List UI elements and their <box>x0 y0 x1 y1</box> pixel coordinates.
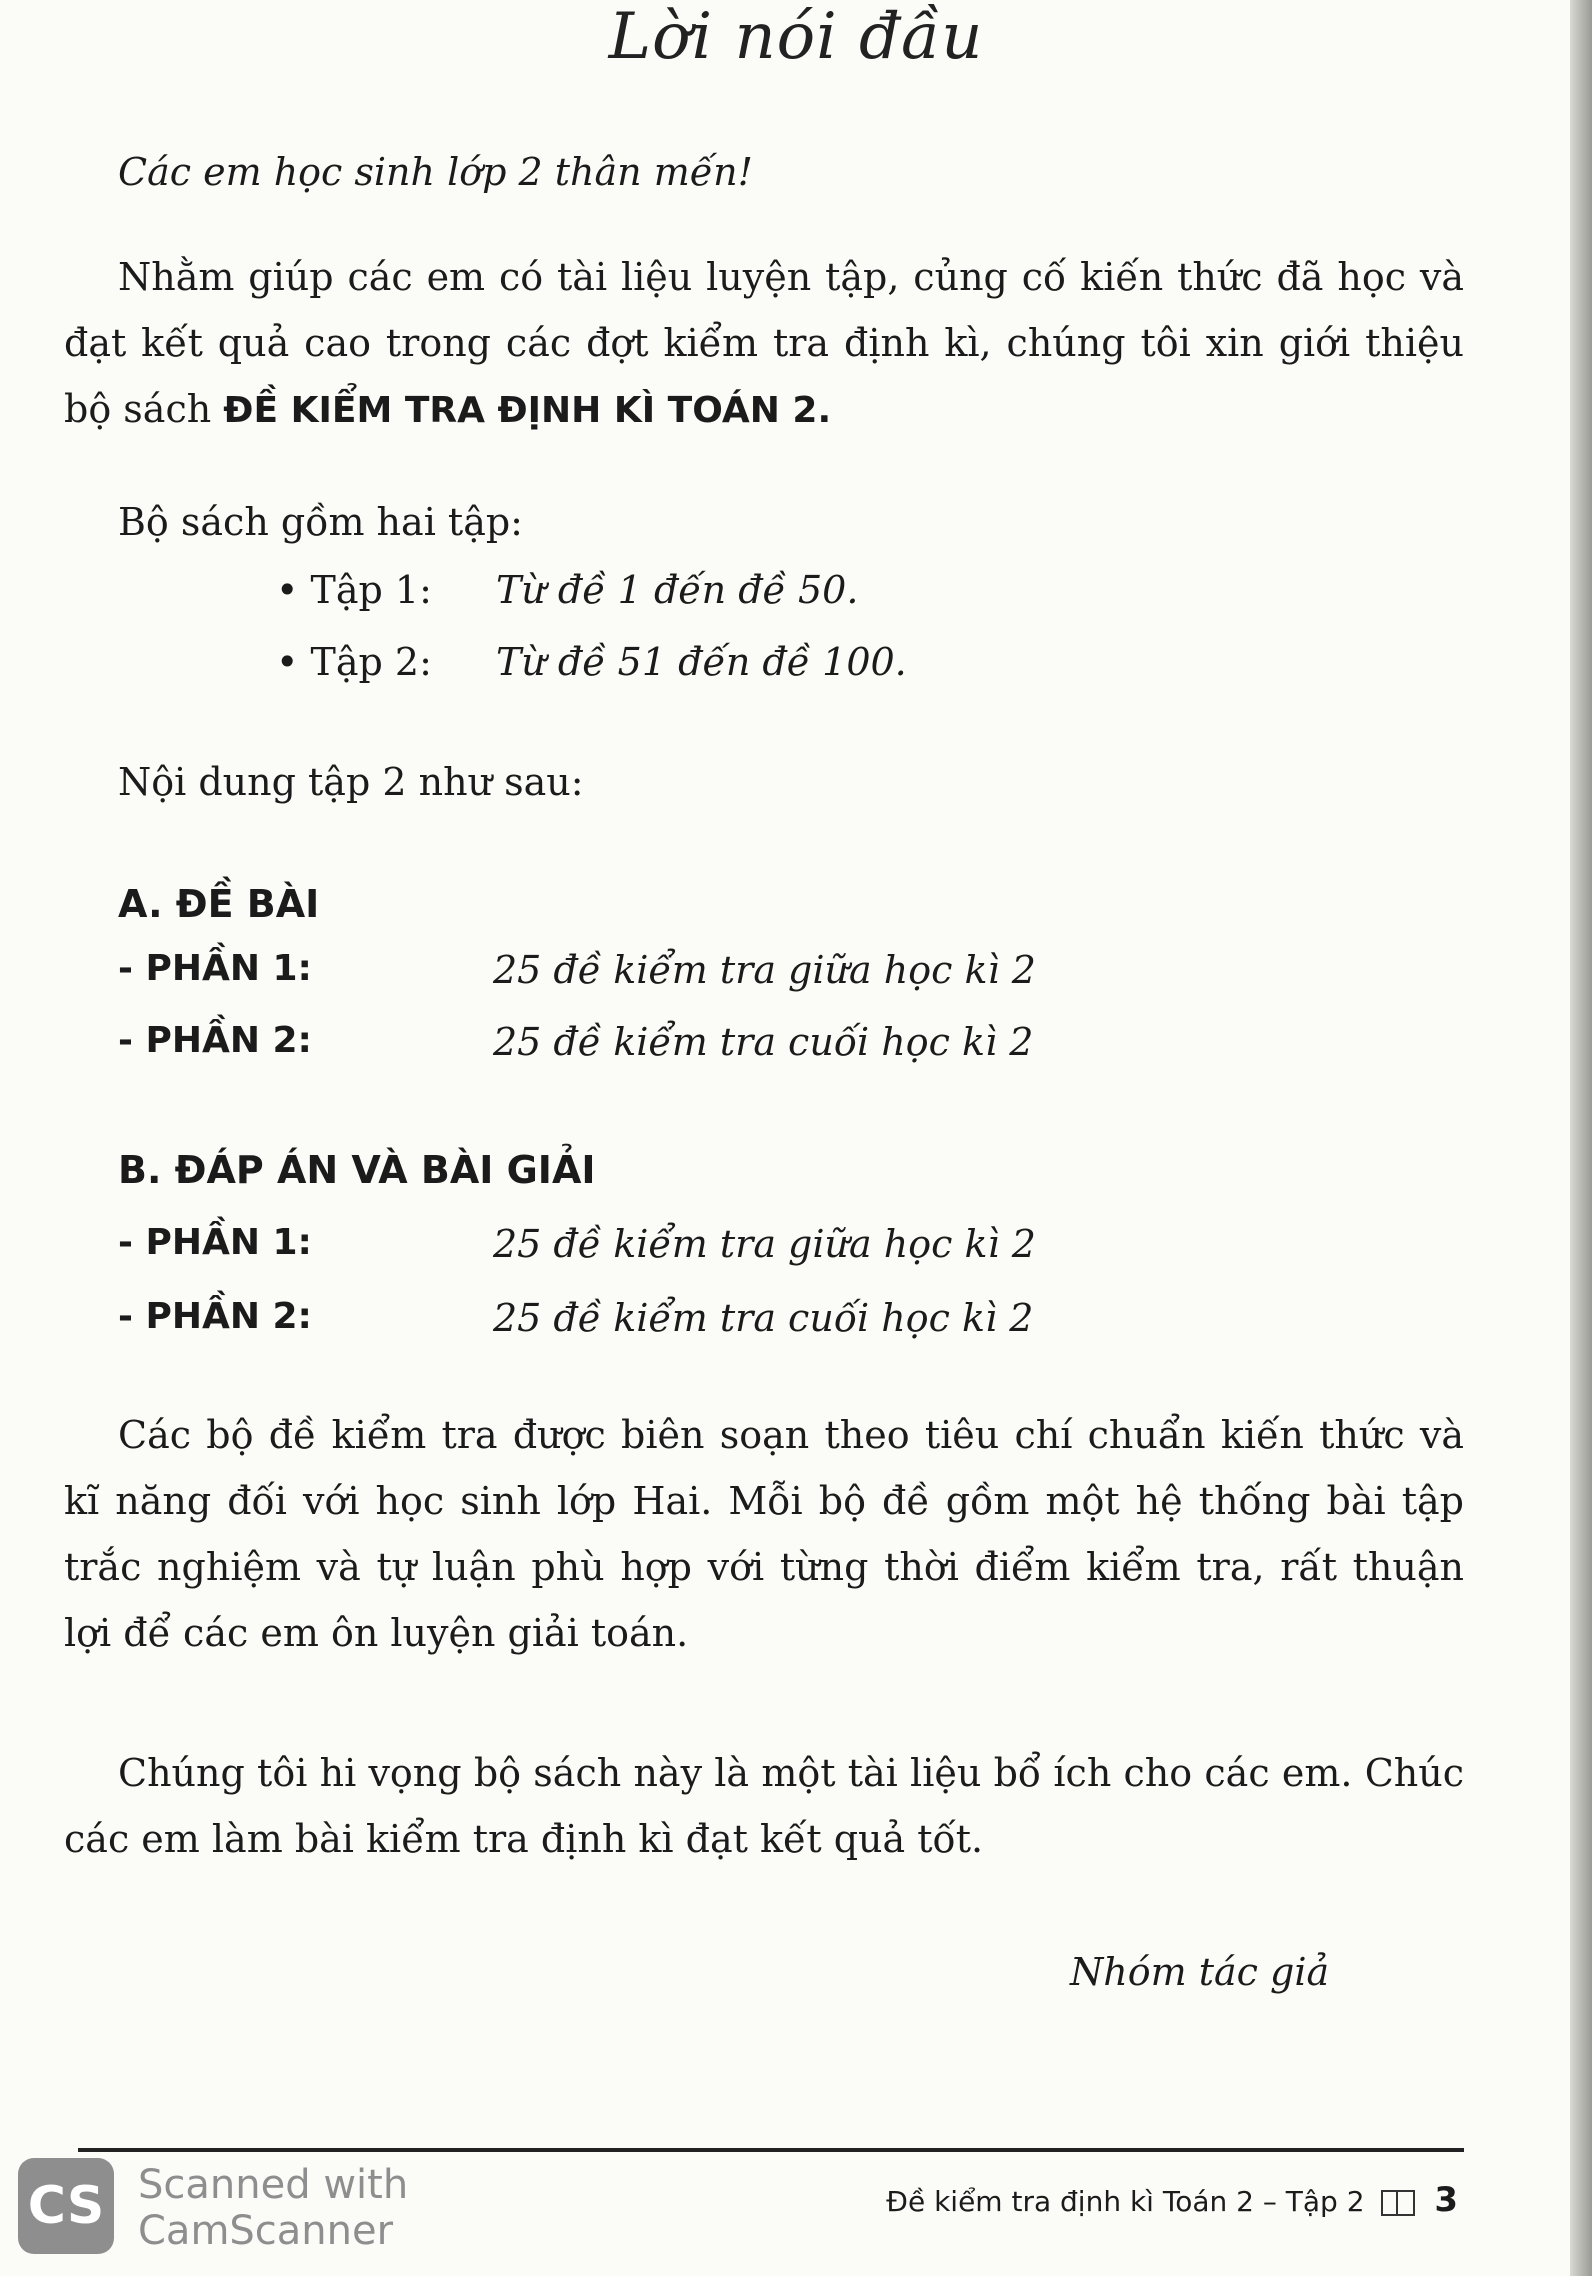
page-title: Lời nói đầu <box>608 0 984 74</box>
signature: Nhóm tác giả <box>1070 1950 1330 1994</box>
scanner-watermark <box>18 2158 438 2258</box>
page-footer <box>886 2180 1458 2220</box>
section-b-part-1 <box>118 1222 1118 1278</box>
part-value: 25 đề kiểm tra cuối học kì 2 <box>493 1296 1034 1340</box>
closing-text: Chúng tôi hi vọng bộ sách này là một tài liệu bổ ích cho các em. Chúc các em làm bài kiểm tra định kì đạt kết quả tốt. <box>64 1751 1464 1861</box>
section-a-heading: A. ĐỀ BÀI <box>118 882 320 926</box>
footer-rule <box>78 2148 1464 2152</box>
volume-1-value: Từ đề 1 đến đề 50. <box>496 568 859 612</box>
closing-paragraph <box>64 1740 1464 1872</box>
section-a-part-1 <box>118 948 1118 1004</box>
intro-paragraph <box>64 244 1464 444</box>
volumes-heading: Bộ sách gồm hai tập: <box>118 500 523 544</box>
part-label: - PHẦN 2: <box>118 1020 312 1061</box>
section-a-part-2 <box>118 1020 1118 1076</box>
book-icon <box>1381 2190 1415 2216</box>
volume-2-value: Từ đề 51 đến đề 100. <box>496 640 907 684</box>
part-label: - PHẦN 1: <box>118 1222 312 1263</box>
volume-2-label: • Tập 2: <box>276 640 432 684</box>
greeting-line: Các em học sinh lớp 2 thân mến! <box>118 150 753 194</box>
watermark-line-2: CamScanner <box>138 2208 394 2254</box>
part-value: 25 đề kiểm tra cuối học kì 2 <box>493 1020 1034 1064</box>
intro-text: Nhằm giúp các em có tài liệu luyện tập, củng cố kiến thức đã học và đạt kết quả cao trong các đợt kiểm tra định kì, chúng tôi xin giới thiệu bộ sách <box>64 255 1464 431</box>
section-b-heading: B. ĐÁP ÁN VÀ BÀI GIẢI <box>118 1148 596 1192</box>
watermark-text <box>138 2162 408 2254</box>
content-heading: Nội dung tập 2 như sau: <box>118 760 584 804</box>
part-label: - PHẦN 2: <box>118 1296 312 1337</box>
description-text: Các bộ đề kiểm tra được biên soạn theo tiêu chí chuẩn kiến thức và kĩ năng đối với học sinh lớp Hai. Mỗi bộ đề gồm một hệ thống bài tập trắc nghiệm và tự luận phù hợp với từng thời điểm kiểm tra, rất thuận lợi để các em ôn luyện giải toán. <box>64 1413 1464 1655</box>
book-name: ĐỀ KIỂM TRA ĐỊNH KÌ TOÁN 2. <box>223 390 832 431</box>
camscanner-logo-icon: CS <box>18 2158 114 2254</box>
footer-book-title: Đề kiểm tra định kì Toán 2 – Tập 2 <box>886 2185 1365 2218</box>
part-label: - PHẦN 1: <box>118 948 312 989</box>
page-number: 3 <box>1434 2180 1458 2220</box>
volume-1-label: • Tập 1: <box>276 568 432 612</box>
part-value: 25 đề kiểm tra giữa học kì 2 <box>493 1222 1036 1266</box>
watermark-line-1: Scanned with <box>138 2162 409 2208</box>
section-b-part-2 <box>118 1296 1118 1352</box>
page-edge-shadow <box>1570 0 1592 2276</box>
part-value: 25 đề kiểm tra giữa học kì 2 <box>493 948 1036 992</box>
description-paragraph <box>64 1402 1464 1666</box>
